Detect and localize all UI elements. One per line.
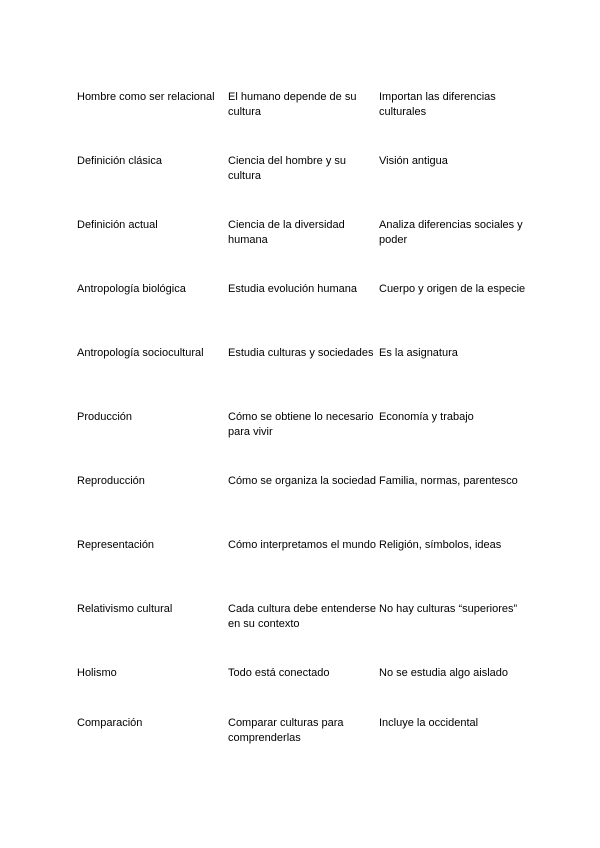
note-cell: Analiza diferencias sociales y poder — [379, 219, 523, 246]
term-cell: Definición actual — [77, 219, 158, 231]
note-cell: Familia, normas, parentesco — [379, 475, 518, 487]
note-cell: Cuerpo y origen de la especie — [379, 283, 526, 295]
term-cell: Antropología biológica — [77, 283, 186, 295]
definition-cell: Todo está conectado — [228, 667, 330, 679]
term-cell: Producción — [77, 411, 133, 423]
term-cell: Antropología sociocultural — [77, 347, 204, 359]
table-row — [77, 538, 537, 588]
term-cell: Relativismo cultural — [77, 603, 173, 615]
term-cell: Definición clásica — [77, 155, 162, 167]
note-cell: No se estudia algo aislado — [379, 667, 509, 679]
term-cell: Hombre como ser relacional — [77, 91, 215, 103]
note-cell: Es la asignatura — [379, 347, 458, 359]
table-row — [77, 666, 537, 716]
note-cell: Visión antigua — [379, 155, 448, 167]
term-cell: Representación — [77, 539, 155, 551]
definition-cell: Cada cultura debe entenderse en su contexto — [228, 603, 376, 630]
note-cell: Economía y trabajo — [379, 411, 474, 423]
definition-cell: El humano depende de su cultura — [228, 91, 357, 118]
note-cell: Incluye la occidental — [379, 717, 479, 729]
table-row — [77, 282, 537, 332]
term-cell: Comparación — [77, 717, 143, 729]
table-row — [77, 346, 537, 396]
definition-cell: Estudia culturas y sociedades — [228, 347, 374, 359]
table-row — [77, 474, 537, 524]
table-row — [77, 218, 537, 268]
table-row — [77, 154, 537, 204]
table-row — [77, 90, 537, 140]
note-cell: No hay culturas “superiores” — [379, 603, 518, 615]
definition-cell: Cómo se organiza la sociedad — [228, 475, 376, 487]
note-cell: Religión, símbolos, ideas — [379, 539, 502, 551]
term-cell: Holismo — [77, 667, 117, 679]
note-cell: Importan las diferencias culturales — [379, 91, 496, 118]
definition-cell: Cómo se obtiene lo necesario para vivir — [228, 411, 374, 438]
table-row — [77, 716, 537, 766]
definition-cell: Ciencia de la diversidad humana — [228, 219, 345, 246]
definition-cell: Cómo interpretamos el mundo — [228, 539, 376, 551]
term-cell: Reproducción — [77, 475, 145, 487]
table-row — [77, 602, 537, 652]
definition-cell: Comparar culturas para comprenderlas — [228, 717, 344, 744]
definition-cell: Ciencia del hombre y su cultura — [228, 155, 347, 182]
definition-cell: Estudia evolución humana — [228, 283, 358, 295]
table-row — [77, 410, 537, 460]
